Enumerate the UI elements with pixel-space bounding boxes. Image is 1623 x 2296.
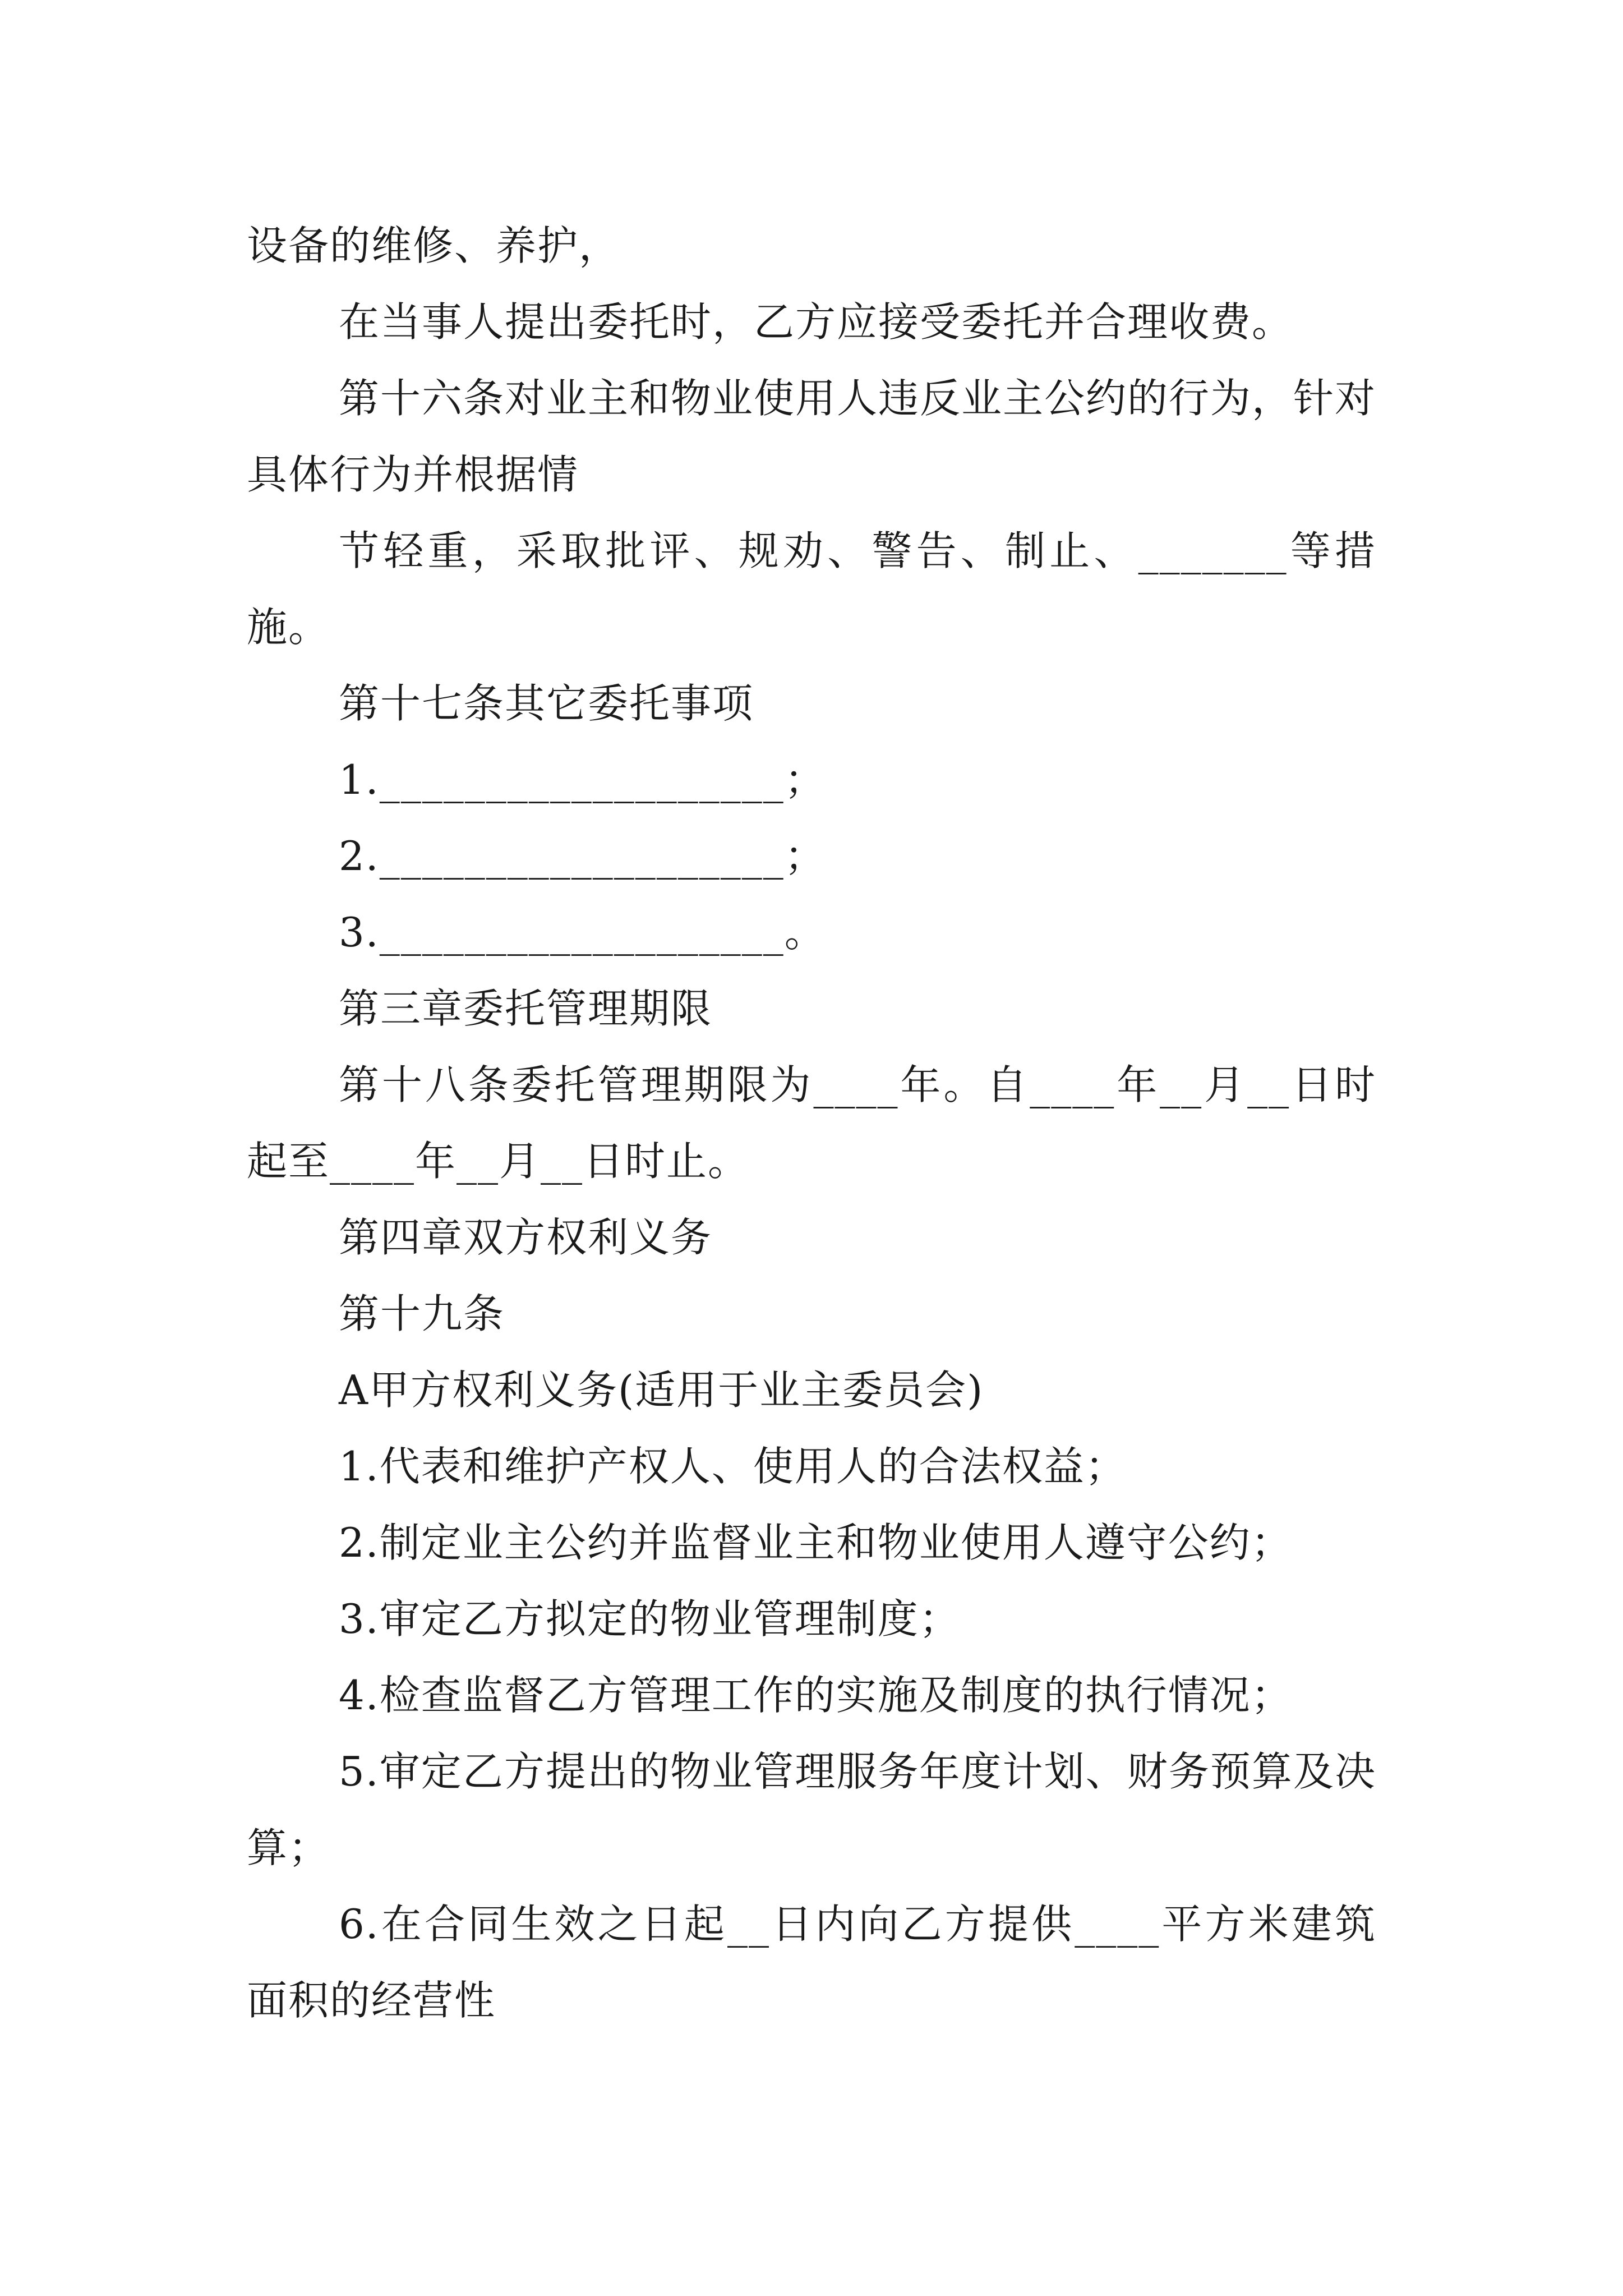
article-17-item-1: 1.___________________； [339,756,826,803]
article-17-heading: 第十七条其它委托事项 [339,680,754,727]
chapter-3-heading: 第三章委托管理期限 [339,985,713,1032]
article-17-item-2: 2.___________________； [339,832,826,880]
paragraph-2: 在当事人提出委托时，乙方应接受委托并合理收费。 [339,298,1294,346]
article-19-heading: 第十九条 [339,1290,505,1337]
section-a-item-3: 3.审定乙方拟定的物业管理制度； [339,1595,961,1642]
document-body [247,208,1376,2039]
section-a-item-1: 1.代表和维护产权人、使用人的合法权益； [339,1443,1127,1490]
section-a-item-4: 4.检查监督乙方管理工作的实施及制度的执行情况； [339,1672,1293,1719]
section-a-heading: A甲方权利义务(适用于业主委员会) [339,1366,984,1414]
chapter-4-heading: 第四章双方权利义务 [339,1214,713,1261]
section-a-item-2: 2.制定业主公约并监督业主和物业使用人遵守公约； [339,1519,1293,1566]
paragraph-1: 设备的维修、养护， [247,222,621,269]
article-17-item-3: 3.___________________。 [339,909,826,956]
article-16-continued: 节轻重，采取批评、规劝、警告、制止、_______等措施。 [247,527,1376,651]
article-18: 第十八条委托管理期限为____年。自____年__月__日时起至____年__月__日时止。 [247,1061,1376,1185]
section-a-item-6: 6.在合同生效之日起__日内向乙方提供____平方米建筑面积的经营性 [247,1901,1376,2024]
article-16: 第十六条对业主和物业使用人违反业主公约的行为，针对具体行为并根据情 [247,375,1377,498]
section-a-item-5: 5.审定乙方提出的物业管理服务年度计划、财务预算及决算； [247,1748,1376,1871]
